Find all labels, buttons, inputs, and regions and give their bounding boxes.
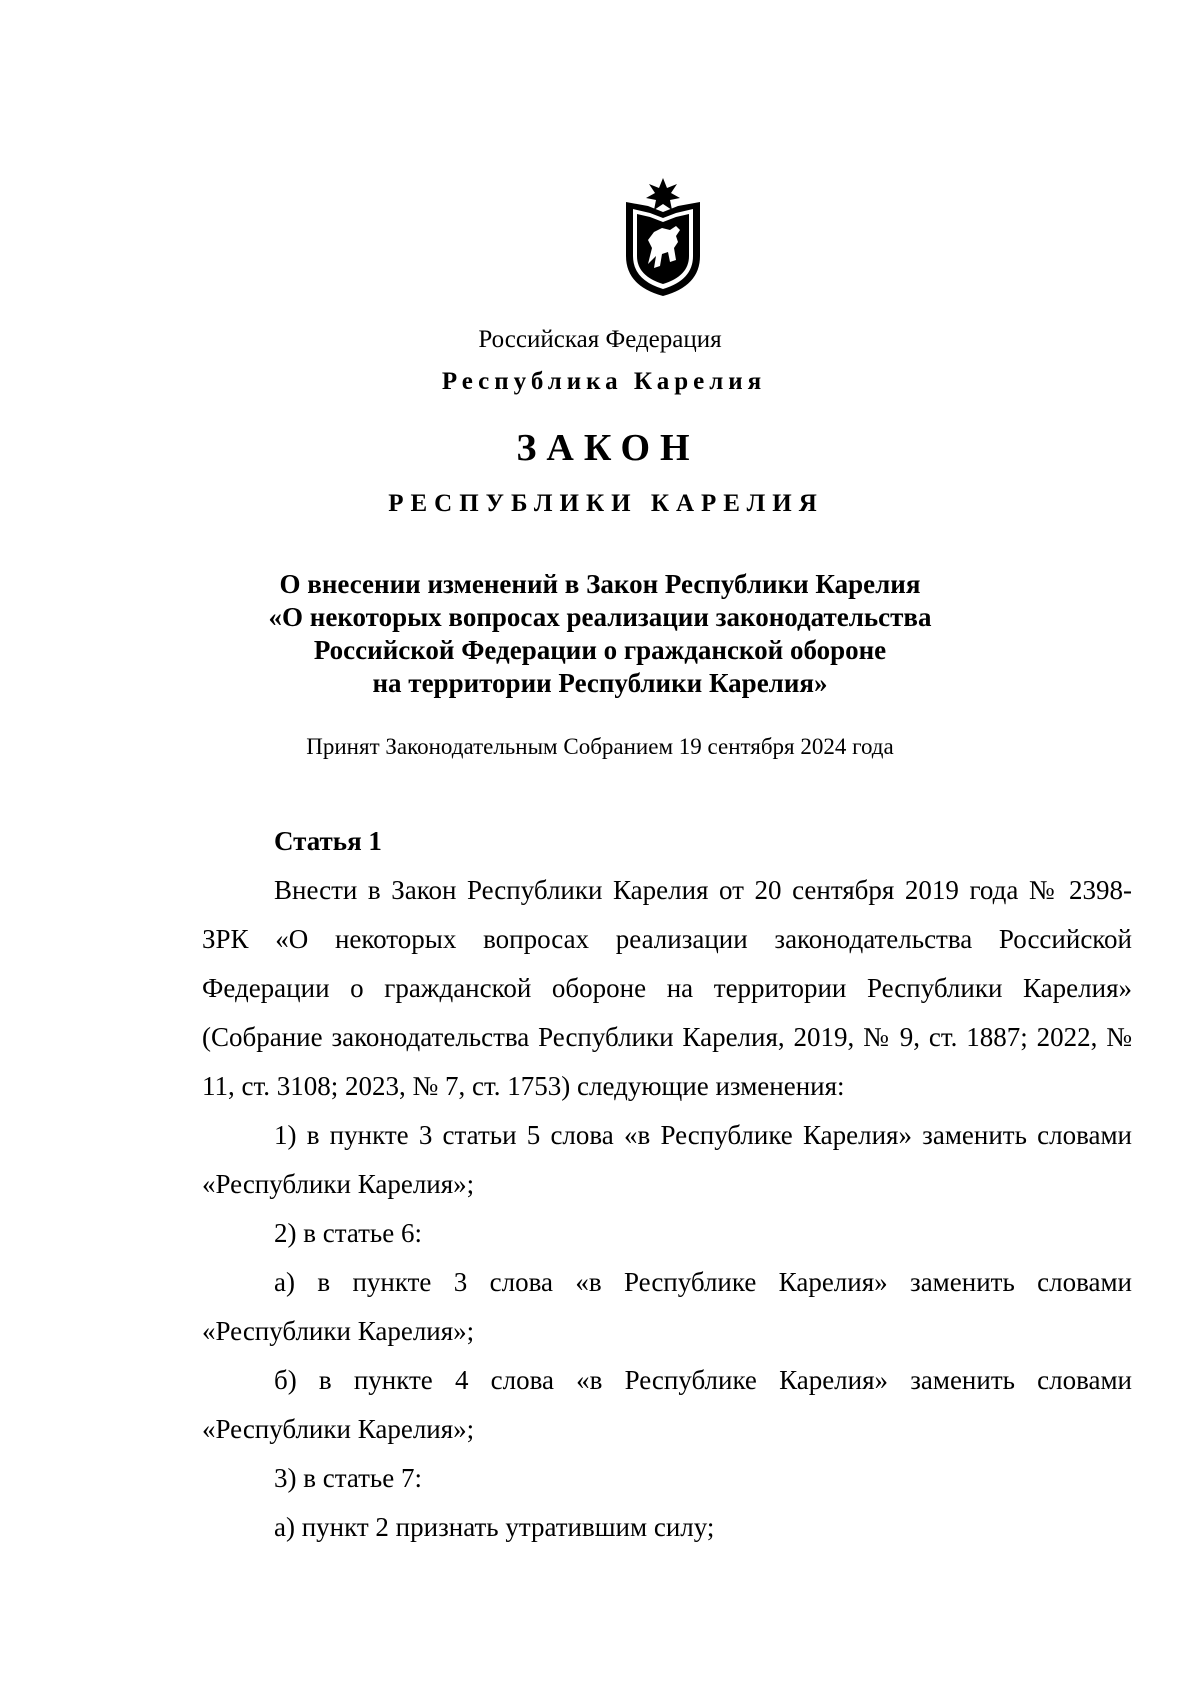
article-body [202,866,1132,1552]
article-paragraph: 1) в пункте 3 статьи 5 слова «в Республике Карелия» заменить словами «Республики Карелия»; [202,1120,1132,1199]
karelia-coat-of-arms-icon [618,176,708,298]
law-title: ЗАКОН [516,427,700,469]
article-paragraph: а) в пункте 3 слова «в Республике Карелия» заменить словами «Республики Карелия»; [202,1267,1132,1346]
document-title-line: Российской Федерации о гражданской обороне [313,635,887,665]
article-paragraph: 2) в статье 6: [274,1218,422,1248]
document-title [0,568,1200,700]
article-paragraph: б) в пункте 4 слова «в Республике Карелия» заменить словами «Республики Карелия»; [202,1365,1132,1444]
republic-name: Республика Карелия [441,368,767,395]
document-title-line: О внесении изменений в Закон Республики Карелия [279,569,921,599]
article-heading: Статья 1 [274,826,382,856]
document-title-line: на территории Республики Карелия» [372,668,828,698]
law-subtitle: РЕСПУБЛИКИ КАРЕЛИЯ [388,490,824,517]
article-paragraph: а) пункт 2 признать утратившим силу; [274,1512,715,1542]
article-paragraph: 3) в статье 7: [274,1463,422,1493]
article-paragraph: Внести в Закон Республики Карелия от 20 сентября 2019 года № 2398-ЗРК «О некоторых вопросах реализации законодательства Российской Федерации о гражданской обороне на территории Республики Карелия» (Собрание законодательства Республики Карелия, 2019, № 9, ст. 1887; 2022, № 11, ст. 3108; 2023, № 7, ст. 1753) следующие изменения: [202,875,1132,1101]
document-title-line: «О некоторых вопросах реализации законодательства [268,602,932,632]
adoption-note: Принят Законодательным Собранием 19 сентября 2024 года [306,734,894,759]
country-name: Российская Федерация [478,326,722,353]
